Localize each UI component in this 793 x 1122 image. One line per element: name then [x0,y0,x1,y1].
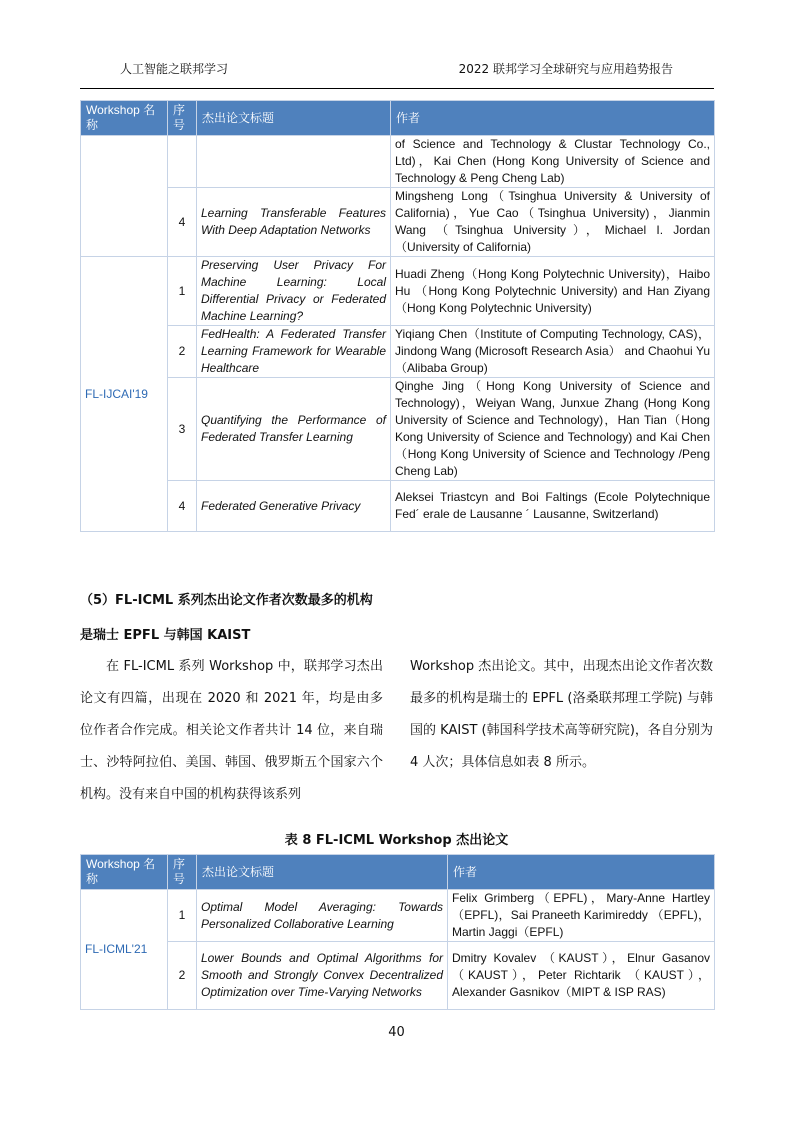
table-row [81,378,715,481]
index-cell: 4 [168,188,197,257]
header-title: 杰出论文标题 [197,855,448,890]
section-title-line1: （5）FL-ICML 系列杰出论文作者次数最多的机构 [80,593,373,608]
index-cell: 4 [168,481,197,532]
table-row [81,257,715,326]
index-cell: 2 [168,942,197,1010]
workshop-cell: FL-IJCAI'19 [81,257,168,532]
index-cell: 1 [168,257,197,326]
index-cell: 3 [168,378,197,481]
authors-cell: Felix Grimberg（EPFL)，Mary-Anne Hartley （EPFL)，Sai Praneeth Karimireddy （EPFL)，Martin Jaggi（EPFL) [448,890,715,942]
authors-cell: Mingsheng Long（Tsinghua University & University of California)，Yue Cao（Tsinghua University)，Jianmin Wang （Tsinghua University），Michael I. Jordan（University of California) [391,188,715,257]
title-cell: Preserving User Privacy For Machine Learning: Local Differential Privacy or Federated Machine Learning? [197,257,391,326]
section-title-line2: 是瑞士 EPFL 与韩国 KAIST [80,628,251,643]
papers-table-fl-icml [80,854,715,1010]
table-row [81,136,715,188]
header-workshop: Workshop 名称 [81,101,168,136]
index-cell: 2 [168,326,197,378]
table-row [81,942,715,1010]
table-row [81,481,715,532]
body-paragraph-left: 在 FL-ICML 系列 Workshop 中，联邦学习杰出论文有四篇，出现在 2020 和 2021 年，均是由多位作者合作完成。相关论文作者共计 14 位，来自瑞士、沙特阿拉伯、美国、韩国、俄罗斯五个国家六个机构。没有来自中国的机构获得该系列 [80,659,383,802]
index-cell [168,136,197,188]
table-header-row [81,101,715,136]
body-paragraph-right: Workshop 杰出论文。其中，出现杰出论文作者次数最多的机构是瑞士的 EPFL (洛桑联邦理工学院) 与韩国的 KAIST (韩国科学技术高等研究院)，各自分别为 4 人次；具体信息如表 8 所示。 [410,659,713,770]
title-cell: Federated Generative Privacy [197,481,391,532]
header-index: 序号 [168,855,197,890]
header-workshop: Workshop 名称 [81,855,168,890]
page-number: 40 [388,1025,405,1040]
authors-cell: of Science and Technology & Clustar Technology Co., Ltd)，Kai Chen (Hong Kong University of Science and Technology & Peng Cheng Lab) [391,136,715,188]
table-row [81,326,715,378]
workshop-cell [81,136,168,257]
index-cell: 1 [168,890,197,942]
title-cell [197,136,391,188]
title-cell: Learning Transferable Features With Deep Adaptation Networks [197,188,391,257]
papers-table-continued [80,100,715,532]
header-title: 杰出论文标题 [197,101,391,136]
workshop-cell: FL-ICML'21 [81,890,168,1010]
header-index: 序号 [168,101,197,136]
authors-cell: Dmitry Kovalev （KAUST），Elnur Gasanov （KAUST），Peter Richtarik （KAUST）， Alexander Gasnikov（MIPT & ISP RAS) [448,942,715,1010]
header-rule [80,88,714,89]
authors-cell: Qinghe Jing（Hong Kong University of Science and Technology)，Weiyan Wang, Junxue Zhang (Hong Kong University of Science and Technology)，Han Tian（Hong Kong University of Science and Technology) and Kai Chen（Hong Kong University of Science and Technology /Peng Cheng Lab) [391,378,715,481]
header-authors: 作者 [448,855,715,890]
table-header-row [81,855,715,890]
title-cell: Optimal Model Averaging: Towards Personalized Collaborative Learning [197,890,448,942]
title-cell: Lower Bounds and Optimal Algorithms for Smooth and Strongly Convex Decentralized Optimization over Time-Varying Networks [197,942,448,1010]
authors-cell: Aleksei Triastcyn and Boi Faltings (Ecole Polytechnique Fed´ erale de Lausanne ´ Lausanne, Switzerland) [391,481,715,532]
title-cell: Quantifying the Performance of Federated Transfer Learning [197,378,391,481]
authors-cell: Yiqiang Chen（Institute of Computing Technology, CAS)，Jindong Wang (Microsoft Research Asia） and Chaohui Yu（Alibaba Group) [391,326,715,378]
table-caption: 表 8 FL-ICML Workshop 杰出论文 [284,833,509,848]
title-cell: FedHealth: A Federated Transfer Learning Framework for Wearable Healthcare [197,326,391,378]
header-left-title: 人工智能之联邦学习 [120,62,229,76]
header-right-title: 2022 联邦学习全球研究与应用趋势报告 [458,62,673,76]
header-authors: 作者 [391,101,715,136]
authors-cell: Huadi Zheng（Hong Kong Polytechnic University)，Haibo Hu （Hong Kong Polytechnic University) and Han Ziyang（Hong Kong Polytechnic University) [391,257,715,326]
table-row [81,188,715,257]
table-row [81,890,715,942]
